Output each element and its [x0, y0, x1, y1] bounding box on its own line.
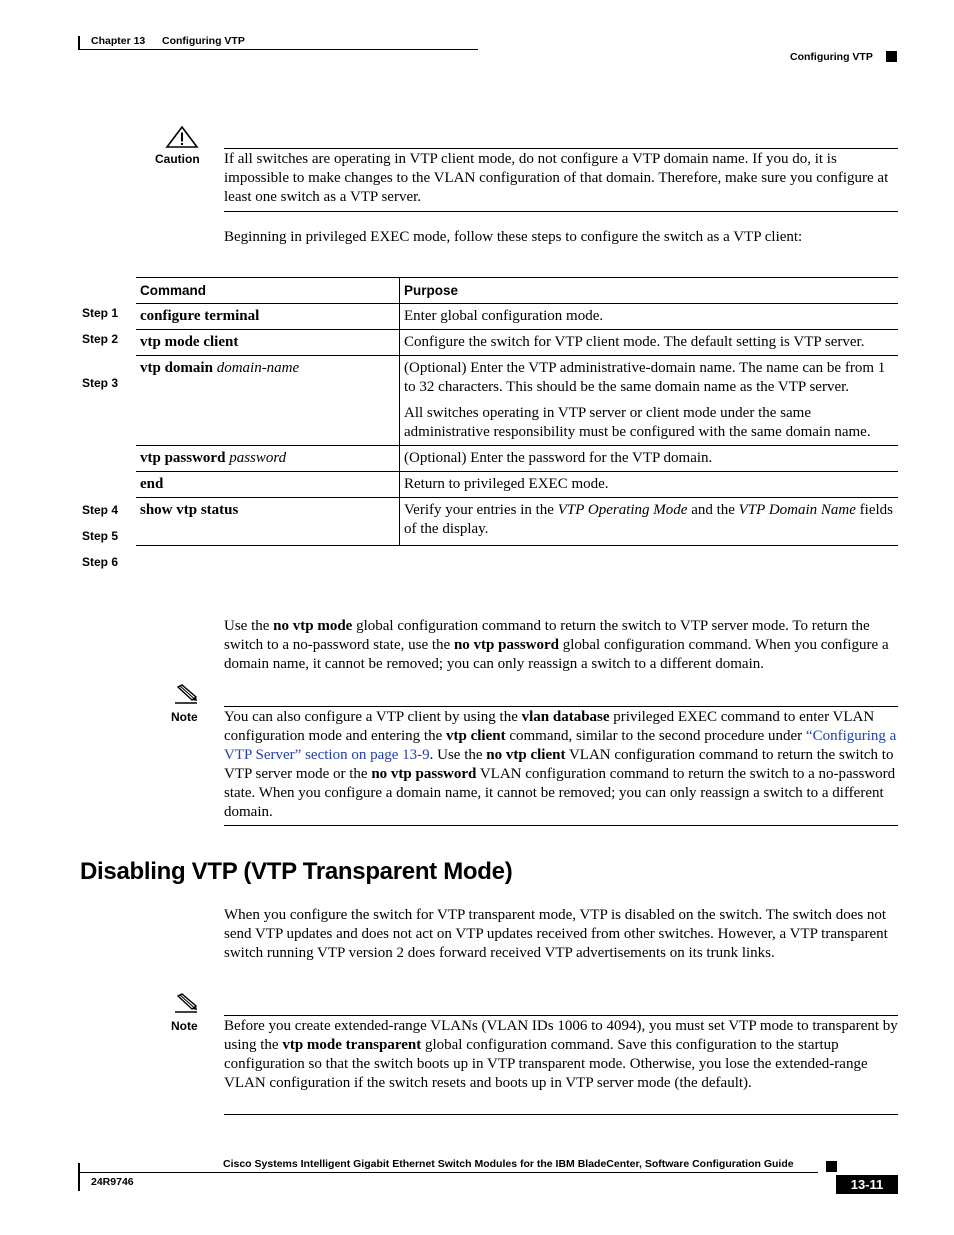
caution-bottom-rule — [224, 211, 898, 212]
footer-rule — [78, 1172, 818, 1173]
header-section: Configuring VTP — [790, 51, 873, 63]
header-marker — [886, 51, 897, 62]
table-header-row — [136, 278, 898, 304]
col-command-header: Command — [136, 278, 400, 304]
caution-icon — [165, 126, 199, 148]
note-label: Note — [171, 710, 198, 724]
command-cell: vtp domain domain-name — [136, 356, 400, 446]
header-chapter: Chapter 13 — [91, 35, 146, 47]
note-top-rule — [224, 706, 898, 707]
footer-left-bar — [78, 1163, 80, 1191]
steps-table — [136, 277, 898, 546]
header-left-bar — [78, 36, 80, 50]
table-row — [136, 446, 898, 472]
table-row — [136, 498, 898, 546]
table-row — [136, 304, 898, 330]
note-bottom-rule — [224, 1114, 898, 1115]
purpose-cell: Verify your entries in the VTP Operating Mode and the VTP Domain Name fields of the display. — [404, 502, 893, 537]
table-row — [136, 472, 898, 498]
note-label: Note — [171, 1019, 198, 1033]
step-label: Step 6 — [82, 555, 119, 569]
step-label: Step 5 — [82, 529, 119, 543]
command-cell: end — [136, 472, 400, 498]
footer-marker — [826, 1161, 837, 1172]
footer-doc-number: 24R9746 — [91, 1176, 134, 1188]
intro-text: Beginning in privileged EXEC mode, follow these steps to configure the switch as a VTP client: — [224, 229, 803, 245]
table-row — [136, 356, 898, 446]
command-cell: show vtp status — [136, 498, 400, 546]
caution-label: Caution — [155, 152, 200, 166]
step-label: Step 3 — [82, 376, 119, 390]
command-cell: configure terminal — [136, 304, 400, 330]
purpose-cell: Enter global configuration mode. — [404, 308, 604, 324]
note-pencil-icon — [172, 993, 200, 1015]
page-number: 13-11 — [836, 1175, 898, 1194]
section-paragraph: When you configure the switch for VTP transparent mode, VTP is disabled on the switch. The switch does not send VTP updates and does not act on VTP updates received from other switches. However, a VTP transparent switch running VTP version 2 does forward received VTP advertisements on its trunk links. — [224, 907, 888, 961]
section-title: Disabling VTP (VTP Transparent Mode) — [80, 858, 513, 885]
step-label: Step 2 — [82, 332, 119, 346]
purpose-cell: Configure the switch for VTP client mode. The default setting is VTP server. — [404, 334, 865, 350]
note-text: Before you create extended-range VLANs (VLAN IDs 1006 to 4094), you must set VTP mode to transparent by using the vtp mode transparent global configuration command. Save this configuration to the startup configuration so that the switch boots up in VTP transparent mode. Otherwise, you lose the extended-range VLAN configuration if the switch resets and boots up in VTP server mode (the default). — [224, 1018, 898, 1091]
footer-title: Cisco Systems Intelligent Gigabit Ethernet Switch Modules for the IBM BladeCenter, Software Configuration Guide — [223, 1158, 794, 1170]
caution-top-rule — [224, 148, 898, 149]
header-rule — [78, 49, 478, 50]
purpose-cell: (Optional) Enter the password for the VTP domain. — [404, 450, 713, 466]
step-label: Step 1 — [82, 306, 119, 320]
command-cell: vtp password password — [136, 446, 400, 472]
purpose-cell: (Optional) Enter the VTP administrative-domain name. The name can be from 1 to 32 characters. This should be the same domain name as the VTP server. All switches operating in VTP server or client mode under the same administrative responsibility must be configured with the same domain name. — [404, 360, 886, 440]
note-text: You can also configure a VTP client by using the vlan database privileged EXEC command to enter VLAN configuration mode and entering the vtp client command, similar to the second procedure under “Configuring a VTP Server” section on page 13-9. Use the no vtp client VLAN configuration command to return the switch to VTP server mode or the no vtp password VLAN configuration command to return the switch to a no-password state. When you configure a domain name, it cannot be removed; you can only reassign a switch to a different domain. — [224, 709, 897, 820]
note-bottom-rule — [224, 825, 898, 826]
caution-text: If all switches are operating in VTP client mode, do not configure a VTP domain name. If you do, it is impossible to make changes to the VLAN configuration of that domain. Therefore, make sure you configure at least one switch as a VTP server. — [224, 151, 889, 205]
body-paragraph: Use the no vtp mode global configuration command to return the switch to VTP server mode. To return the switch to a no-password state, use the no vtp password global configuration command. When you configure a domain name, it cannot be removed; you can only reassign a switch to a different domain. — [224, 618, 889, 672]
note-top-rule — [224, 1015, 898, 1016]
header-chapter-title: Configuring VTP — [162, 35, 245, 47]
purpose-cell: Return to privileged EXEC mode. — [404, 476, 609, 492]
cross-reference-link[interactable]: “Configuring a VTP Server” section on page 13-9 — [224, 728, 897, 763]
table-row — [136, 330, 898, 356]
note-pencil-icon — [172, 684, 200, 706]
command-cell: vtp mode client — [136, 330, 400, 356]
col-purpose-header: Purpose — [404, 283, 459, 298]
step-label: Step 4 — [82, 503, 119, 517]
